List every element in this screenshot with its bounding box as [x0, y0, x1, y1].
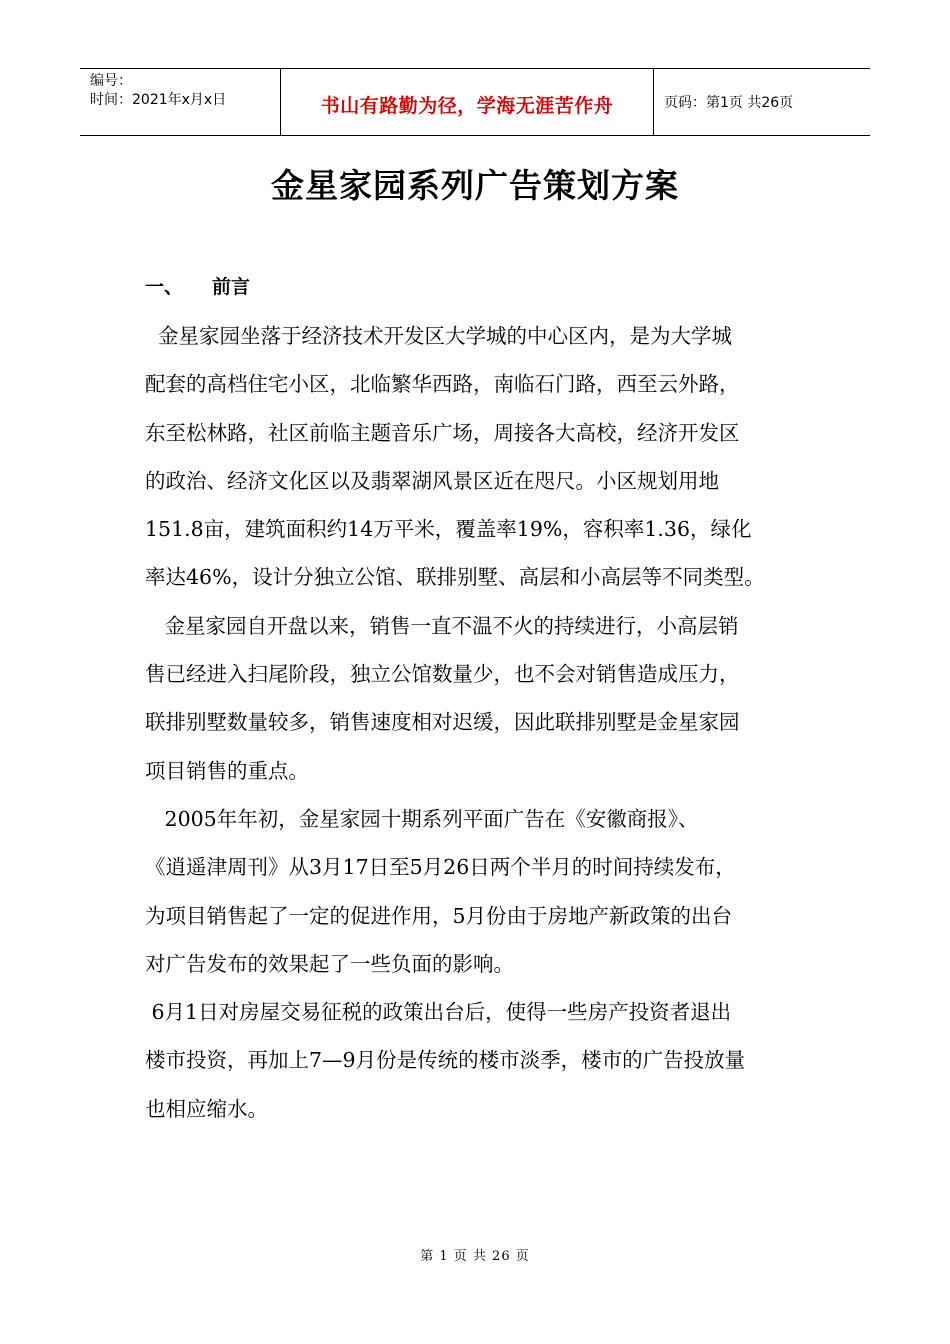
text-line: 为项目销售起了一定的促进作用，5月份由于房地产新政策的出台	[145, 903, 733, 928]
header-meta-cell	[80, 69, 281, 135]
header-page-cell	[654, 69, 870, 135]
text-line: 联排别墅数量较多，销售速度相对迟缓，因此联排别墅是金星家园	[145, 710, 740, 735]
date-line: 时间：2021年x月x日	[90, 92, 227, 108]
text-line: 率达46%，设计分独立公馆、联排别墅、高层和小高层等不同类型。	[145, 565, 765, 590]
body-text	[145, 312, 815, 1133]
text-line: 2005年年初，金星家园十期系列平面广告在《安徽商报》、	[145, 806, 699, 831]
section-number: 一、	[145, 276, 184, 298]
text-line: 《逍遥津周刊》从3月17日至5月26日两个半月的时间持续发布，	[145, 855, 736, 880]
header-page-info: 页码：第1页 共26页	[664, 95, 794, 111]
text-line: 的政治、经济文化区以及翡翠湖风景区近在咫尺。小区规划用地	[145, 468, 719, 493]
section-title: 前言	[212, 276, 251, 298]
text-line: 项目销售的重点。	[145, 758, 309, 783]
text-line: 也相应缩水。	[145, 1096, 268, 1121]
text-line: 151.8亩，建筑面积约14万平米，覆盖率19%，容积率1.36，绿化	[145, 517, 752, 542]
section-heading	[145, 272, 250, 299]
text-line: 楼市投资，再加上7—9月份是传统的楼市淡季，楼市的广告投放量	[145, 1048, 746, 1073]
text-line: 6月1日对房屋交易征税的政策出台后，使得一些房产投资者退出	[145, 1000, 732, 1025]
header-motto: 书山有路勤为径，学海无涯苦作舟	[320, 94, 614, 117]
text-line: 金星家园坐落于经济技术开发区大学城的中心区内，是为大学城	[145, 324, 733, 348]
text-line: 金星家园自开盘以来，销售一直不温不火的持续进行，小高层销	[145, 613, 739, 638]
text-line: 配套的高档住宅小区，北临繁华西路，南临石门路，西至云外路，	[145, 372, 740, 397]
page-footer: 第 1 页 共 26 页	[420, 1249, 530, 1264]
header-motto-cell	[281, 69, 654, 135]
document-header	[80, 68, 870, 136]
serial-number-label: 编号：	[90, 73, 132, 89]
text-line: 东至松林路，社区前临主题音乐广场，周接各大高校，经济开发区	[145, 420, 740, 445]
text-line: 对广告发布的效果起了一些负面的影响。	[145, 951, 514, 976]
document-title: 金星家园系列广告策划方案	[271, 166, 679, 205]
text-line: 售已经进入扫尾阶段，独立公馆数量少，也不会对销售造成压力，	[145, 662, 740, 687]
